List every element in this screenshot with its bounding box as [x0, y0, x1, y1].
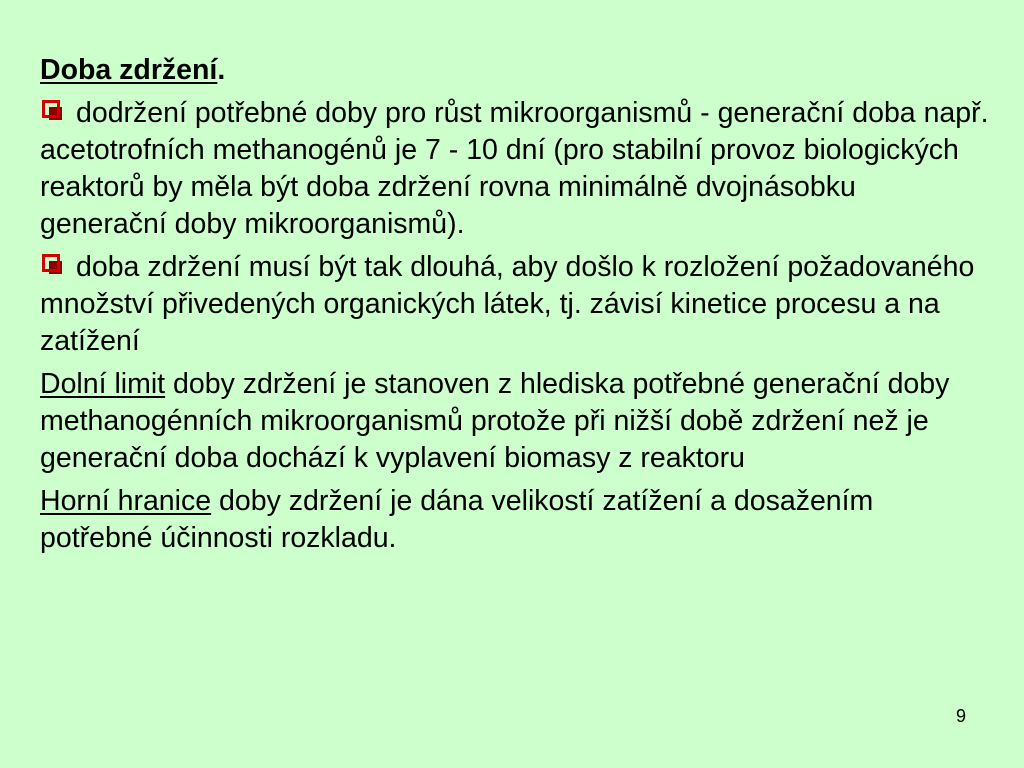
- slide-title-suffix: .: [217, 54, 226, 86]
- paragraph-lead: Dolní limit: [40, 368, 166, 400]
- paragraph-text: doby zdržení je dána velikostí zatížení a dosažením potřebné účinnosti rozkladu.: [40, 485, 874, 554]
- bullet-text: doba zdržení musí být tak dlouhá, aby došlo k rozložení požadovaného množství přivedených organických látek, tj. závisí kinetice procesu a na zatížení: [40, 251, 975, 357]
- slide-title: [40, 52, 990, 89]
- checkbox-bullet-icon: [42, 100, 60, 118]
- bullet-item: [40, 249, 990, 360]
- paragraph-upper-limit: [40, 483, 990, 557]
- paragraph-text: doby zdržení je stanoven z hlediska potřebné generační doby methanogénních mikroorganismů protože při nižší době zdržení než je generační doba dochází k vyplavení biomasy z reaktoru: [40, 368, 950, 474]
- checkbox-bullet-icon: [42, 254, 60, 272]
- paragraph-lower-limit: [40, 366, 990, 477]
- paragraph-lead: Horní hranice: [40, 485, 212, 517]
- page-number: 9: [955, 706, 966, 726]
- bullet-item: [40, 95, 990, 243]
- slide-content: [40, 52, 990, 563]
- bullet-text: dodržení potřebné doby pro růst mikroorganismů - generační doba např. acetotrofních methanogénů je 7 - 10 dní (pro stabilní provoz biologických reaktorů by měla být doba zdržení rovna minimálně dvojnásobku generační doby mikroorganismů).: [40, 97, 989, 240]
- slide-title-text: Doba zdržení: [40, 54, 218, 86]
